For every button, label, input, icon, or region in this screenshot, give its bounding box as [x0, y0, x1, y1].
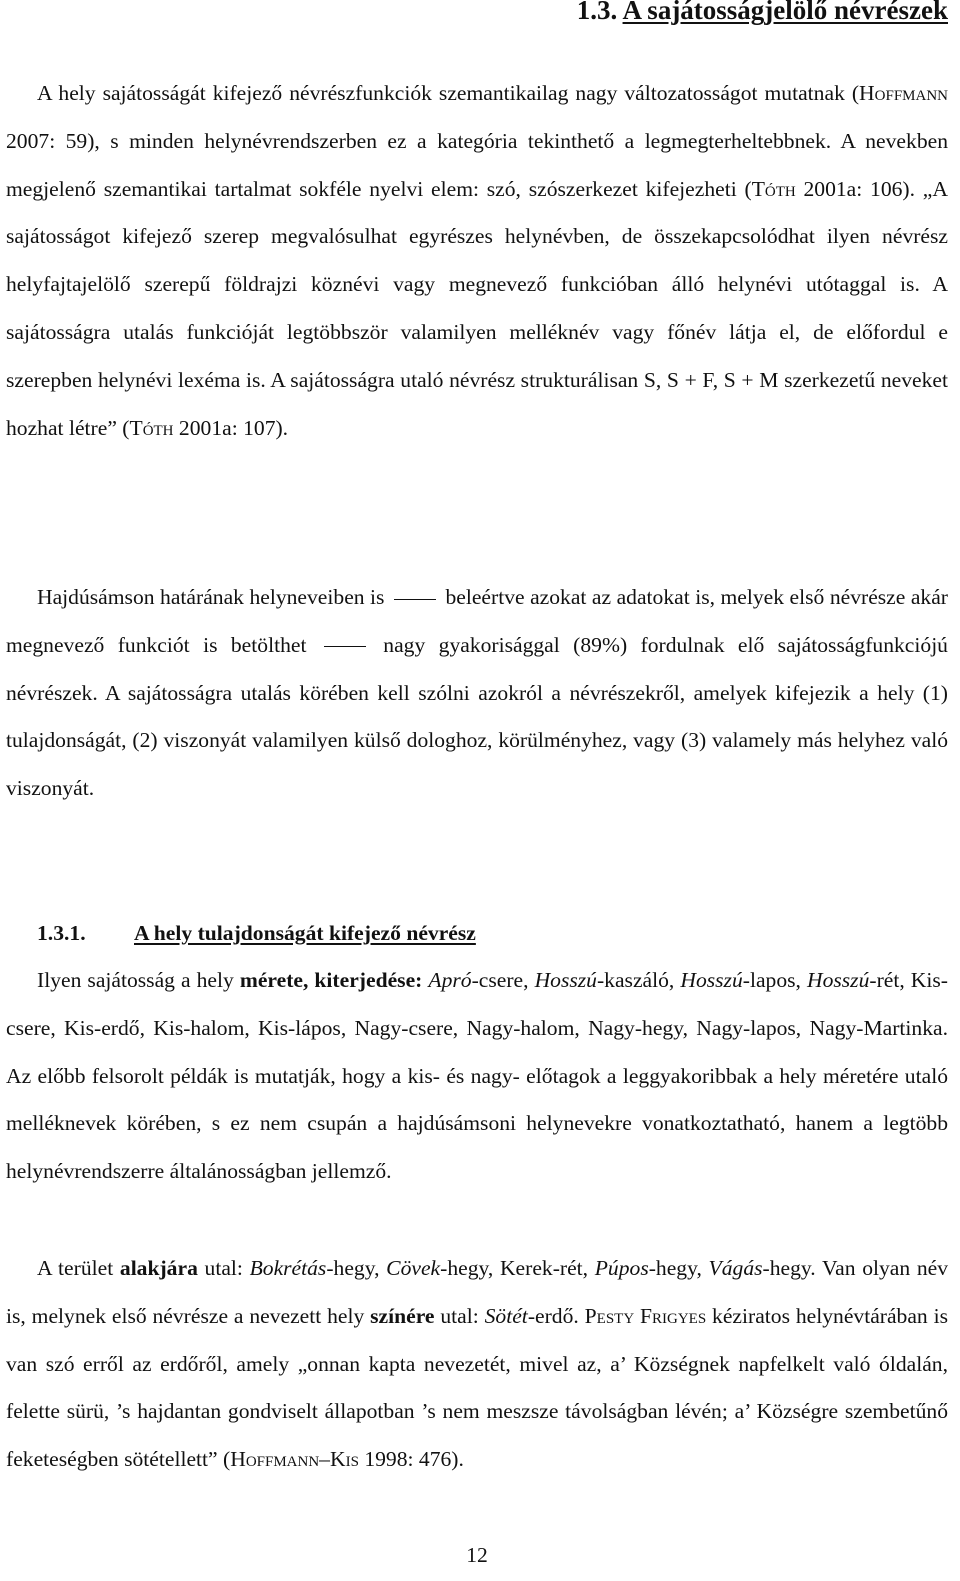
italic-term: Hosszú	[680, 968, 743, 992]
page-number: 12	[466, 1543, 488, 1567]
bold-term: mérete, kiterjedése:	[239, 968, 423, 992]
text-run: -csere,	[471, 968, 535, 992]
text-run: -hegy,	[326, 1256, 387, 1280]
text-run: kéziratos helynévtárában is van szó erről az erdőről, amely „onnan kapta nevezetét, mivel az, a’ Községnek napfelkelt való óldalán, felette sürü, ’s hajdantan gondviselt állapotban ’s nem meszsze távolságban lévén; a’ Községre szembetűnő feketeségben sötétellett” (	[6, 1303, 948, 1472]
text-run: -kaszáló,	[596, 968, 681, 992]
italic-term: Cövek	[386, 1256, 441, 1280]
section-number: 1.3.	[576, 0, 618, 25]
text-run: -hegy. Van olyan név is, melynek első névrésze a nevezett hely	[6, 1256, 949, 1328]
italic-term: Hosszú	[534, 968, 597, 992]
italic-term: Bokrétás	[249, 1256, 327, 1280]
section-heading	[6, 0, 948, 30]
italic-term: Sötét	[484, 1303, 528, 1328]
text-run: -hegy, Kerek-rét,	[440, 1256, 595, 1280]
text-run: 2001a: 106). „A sajátosságot kifejező szerep megvalósulhat egyrészes helynévben, de összekapcsolódhat ilyen névrész helyfajtajelölő szerepű földrajzi köznévi vagy megnevező funkcióban álló helynévi utótaggal is. A sajátosságra utalás funkcióját legtöbbször valamilyen melléknév vagy főnév látja el, de előfordul e szerepben helynévi lexéma is. A sajátosságra utaló névrész strukturálisan S, S + F, S + M szerkezetű neveket hozhat létre” (	[6, 176, 948, 440]
em-dash	[324, 646, 366, 647]
italic-term: Vágás	[708, 1256, 763, 1280]
text-run: -erdő.	[527, 1303, 585, 1328]
text-run: 2007: 59), s minden helynévrendszerben ez a kategória tekinthető a legmegterheltebbnek. A nevekben megjelenő szemantikai tartalmat sokféle nyelvi elem: szó, szószerkezet kifejezheti (	[6, 128, 948, 201]
section-title: A sajátosságjelölő névrészek	[622, 0, 948, 25]
text-run: -hegy,	[648, 1256, 709, 1280]
subsection-number: 1.3.1.	[37, 921, 86, 945]
text-run: A terület	[37, 1256, 120, 1280]
text-run: 1998: 476).	[358, 1447, 464, 1472]
text-run: -rét, Kis-csere, Kis-erdő, Kis-halom, Kis-lápos, Nagy-csere, Nagy-halom, Nagy-hegy, Nagy-lapos, Nagy-Martinka. Az előbb felsorolt példák is mutatják, hogy a kis- és nagy- előtagok a leggyakoribbak a hely méretére utaló melléknevek körében, s ez nem csupán a hajdúsámsoni helynevekre vonatkoztatható, hanem a legtöbb helynévrendszerre általánosságban jellemző.	[6, 968, 948, 1184]
text-run: 2001a: 107).	[173, 415, 289, 440]
text-run: Hajdúsámson határának helyneveiben is	[37, 585, 385, 609]
citation-author: Tóth	[751, 176, 796, 201]
text-run: utal:	[197, 1256, 250, 1280]
paragraph-3	[6, 957, 948, 1196]
text-run: beleértve azokat az adatokat is, melyek első névrésze akár megnevező funkciót is betölthet	[6, 585, 949, 657]
citation-author: Hoffmann	[859, 81, 948, 105]
em-dash	[394, 599, 436, 600]
bold-term: színére	[370, 1303, 435, 1328]
subsection-heading	[37, 910, 476, 958]
citation-author: Tóth	[129, 415, 174, 440]
text-run: utal:	[434, 1303, 485, 1328]
citation-author: Pesty Frigyes	[584, 1303, 707, 1328]
italic-term: Apró	[428, 968, 472, 992]
italic-term: Púpos	[594, 1256, 649, 1280]
paragraph-2	[6, 574, 948, 813]
bold-term: alakjára	[119, 1256, 198, 1280]
text-run: -lapos,	[742, 968, 807, 992]
paragraph-4	[6, 1245, 948, 1484]
text-run: A hely sajátosságát kifejező névrészfunkciók szemantikailag nagy változatosságot mutatnak (	[37, 81, 860, 105]
text-run: Ilyen sajátosság a hely	[37, 968, 240, 992]
subsection-title: A hely tulajdonságát kifejező névrész	[134, 921, 476, 945]
citation-author: Hoffmann–Kis	[230, 1447, 359, 1472]
text-run: nagy gyakorisággal (89%) fordulnak elő sajátosságfunkciójú névrészek. A sajátosságra utalás körében kell szólni azokról a névrészekről, amelyek kifejezik a hely (1) tulajdonságát, (2) viszonyát valamilyen külső dologhoz, körülményhez, vagy (3) valamely más helyhez való viszonyát.	[6, 632, 948, 801]
italic-term: Hosszú	[806, 968, 870, 992]
paragraph-1	[6, 70, 948, 452]
